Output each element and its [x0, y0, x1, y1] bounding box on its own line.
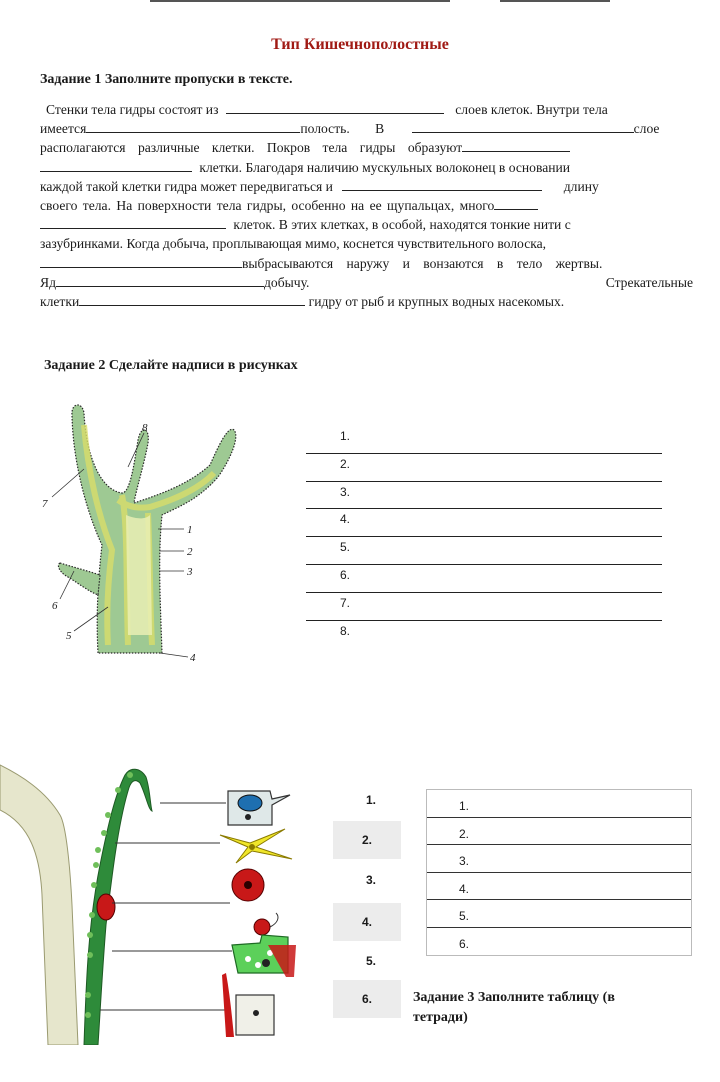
text-line-1: Стенки тела гидры состоят из слоев клеток. Внутри тела: [46, 102, 608, 117]
figure-label-6: 6: [52, 600, 58, 612]
cell-number-5: 5.: [365, 954, 376, 968]
text-line-3: располагаются различные клетки. Покров тела гидры образуют: [40, 138, 693, 157]
cnidocyte-cell: [228, 791, 290, 825]
cells-answer-line[interactable]: 2.: [427, 818, 691, 846]
text-line-2: имеется полость. В слое: [40, 121, 660, 137]
answer-line[interactable]: 4.: [306, 509, 662, 537]
hydra-section-figure: [38, 395, 243, 665]
answer-blank[interactable]: [412, 119, 634, 133]
answer-line[interactable]: 6.: [306, 565, 662, 593]
task1-heading: Задание 1 Заполните пропуски в тексте.: [40, 72, 293, 87]
red-cell-in-body: [97, 894, 115, 920]
nerve-cell: [220, 829, 292, 863]
cells-answer-line[interactable]: 6.: [459, 936, 470, 951]
interstitial-cell: [222, 973, 274, 1037]
task1-paragraph: [40, 100, 693, 311]
cells-answer-box: [426, 789, 692, 956]
answer-blank[interactable]: [342, 177, 542, 191]
answer-blank[interactable]: [40, 215, 226, 229]
answer-line[interactable]: 7.: [306, 593, 662, 621]
figure-label-8: 8: [142, 422, 148, 434]
cells-answer-line[interactable]: 1.: [427, 790, 691, 818]
cell-number-2: 2.: [333, 821, 401, 859]
cell-number-1: 1.: [365, 793, 376, 807]
top-line-right: [500, 0, 610, 2]
answer-blank[interactable]: [494, 196, 538, 210]
answer-blank[interactable]: [79, 292, 305, 306]
cells-leader-lines: [100, 803, 232, 1010]
hydra-body-wall: [0, 765, 78, 1045]
text-line-11: клетки гидру от рыб и крупных водных насекомых.: [40, 293, 565, 309]
digestive-cell: [232, 935, 296, 977]
answer-blank[interactable]: [40, 254, 242, 268]
cell-number-3: 3.: [365, 873, 376, 887]
answer-line[interactable]: 1.: [306, 426, 662, 454]
figure-label-5: 5: [66, 630, 72, 642]
germ-cell: [254, 913, 278, 935]
text-line-7: клеток. В этих клетках, в особой, находятся тонкие нити с: [40, 215, 693, 234]
cell-number-6: 6.: [333, 980, 401, 1018]
figure-label-7: 7: [42, 498, 48, 510]
hydra-cells-figure: [0, 755, 315, 1045]
text-line-4: клетки. Благодаря наличию мускульных волоконец в основании: [40, 158, 693, 177]
text-line-6: своего тела. На поверхности тела гидры, особенно на ее щупальцах, много: [40, 196, 693, 215]
figure-label-4: 4: [190, 652, 196, 664]
answer-line[interactable]: 5.: [306, 537, 662, 565]
task2-heading: Задание 2 Сделайте надписи в рисунках: [44, 358, 298, 373]
cells-answer-line[interactable]: 5.: [427, 900, 691, 928]
answer-blank[interactable]: [86, 119, 300, 133]
cells-answer-line[interactable]: 3.: [427, 845, 691, 873]
page-title: Тип Кишечнополостные: [271, 36, 449, 53]
hydra-body: [58, 405, 235, 653]
answer-line[interactable]: 8.: [340, 623, 351, 638]
answer-line[interactable]: 2.: [306, 454, 662, 482]
answer-blank[interactable]: [462, 138, 570, 152]
glandular-cell: [232, 869, 264, 901]
answer-blank[interactable]: [40, 158, 192, 172]
hydra-tentacle-section: [84, 769, 152, 1045]
cell-number-4: 4.: [333, 903, 401, 941]
task3-heading: Задание 3 Заполните таблицу (в тетради): [413, 990, 615, 1025]
text-line-9: выбрасываются наружу и вонзаются в тело жертвы.: [40, 254, 693, 273]
figure-label-2: 2: [187, 546, 193, 558]
cells-answer-line[interactable]: 4.: [427, 873, 691, 901]
answer-line[interactable]: 3.: [306, 482, 662, 510]
figure-label-3: 3: [187, 566, 193, 578]
text-line-10: Яд добычу. Стрекательные: [40, 274, 693, 290]
text-line-5: каждой такой клетки гидра может передвигаться и длину: [40, 178, 599, 194]
top-line-left: [150, 0, 450, 2]
answer-blank[interactable]: [226, 100, 444, 114]
figure-label-1: 1: [187, 524, 193, 536]
answer-blank[interactable]: [56, 273, 264, 287]
figure-answer-list: [306, 426, 662, 648]
text-line-8: зазубринками. Когда добыча, проплывающая мимо, коснется чувствительного волоска,: [40, 236, 547, 252]
